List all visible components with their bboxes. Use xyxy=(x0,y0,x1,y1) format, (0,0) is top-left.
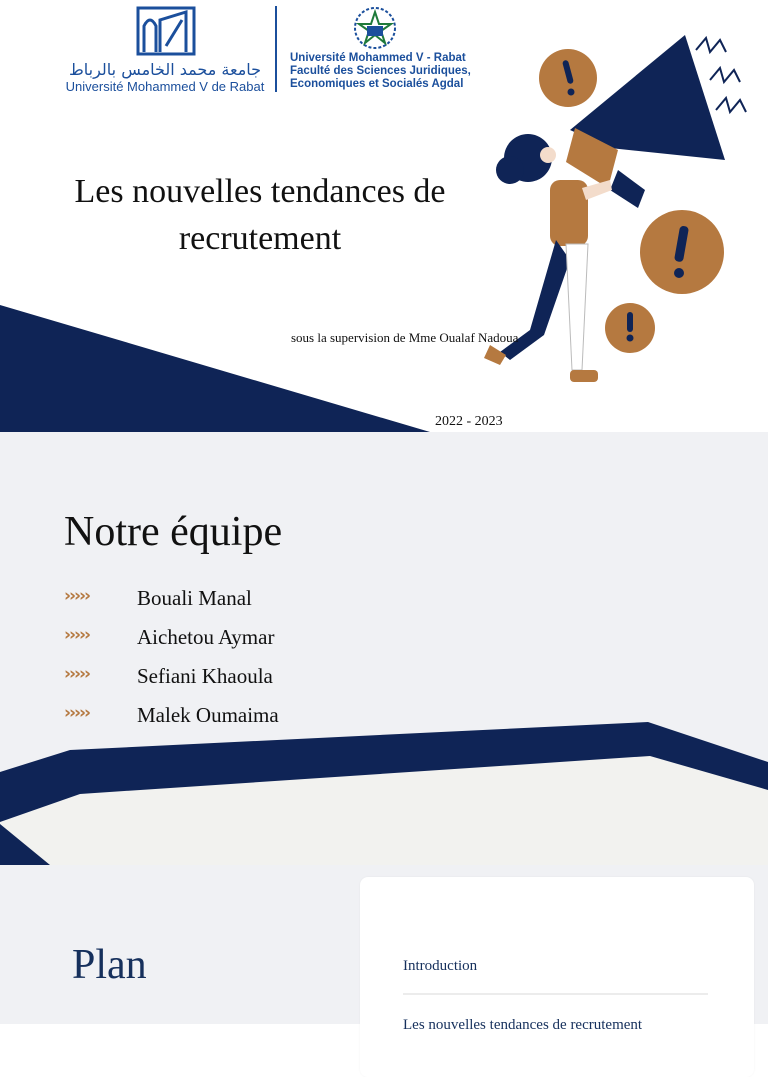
exclamation-circle-icon xyxy=(605,303,655,353)
academic-year: 2022 - 2023 xyxy=(435,414,503,429)
plan-item-introduction[interactable]: Introduction xyxy=(403,958,478,974)
megaphone-icon xyxy=(566,35,746,208)
double-chevron-icon: ››››› xyxy=(64,586,90,606)
double-chevron-icon: ››››› xyxy=(64,664,90,684)
plan-card xyxy=(360,877,754,1077)
title-line: Les nouvelles tendances de xyxy=(74,173,446,210)
presentation-title xyxy=(40,168,480,262)
exclamation-circle-icon xyxy=(539,49,597,107)
team-member-name: Bouali Manal xyxy=(137,586,252,610)
faculty-line: Université Mohammed V - Rabat xyxy=(290,52,466,64)
team-member-name: Malek Oumaima xyxy=(137,703,279,727)
supervision-text: sous la supervision de Mme Oualaf Nadoua xyxy=(291,330,519,345)
university-name-arabic: جامعة محمد الخامس بالرباط xyxy=(68,60,262,79)
logo-divider xyxy=(275,6,277,92)
plan-item-tendances[interactable]: Les nouvelles tendances de recrutement xyxy=(403,1017,643,1033)
title-line: recrutement xyxy=(178,220,342,257)
university-emblem-icon xyxy=(60,4,270,60)
university-logo-left xyxy=(60,4,270,96)
faculty-name-block xyxy=(290,52,471,91)
team-heading: Notre équipe xyxy=(64,509,283,555)
double-chevron-icon: ››››› xyxy=(64,703,90,723)
plan-divider xyxy=(403,993,708,995)
title-slide xyxy=(0,0,768,432)
faculty-line: Economiques et Socialés Agdal xyxy=(290,78,464,90)
plan-heading: Plan xyxy=(72,942,147,988)
exclamation-circle-icon xyxy=(640,210,724,294)
double-chevron-icon: ››››› xyxy=(64,625,90,645)
university-name-french: Université Mohammed V de Rabat xyxy=(65,79,265,94)
team-member-name: Aichetou Aymar xyxy=(137,625,275,649)
team-member-name: Sefiani Khaoula xyxy=(137,664,273,688)
navy-wave-shape xyxy=(0,712,768,865)
team-slide xyxy=(0,432,768,865)
plan-slide xyxy=(0,865,768,1033)
faculty-emblem-icon xyxy=(346,4,404,52)
faculty-line: Faculté des Sciences Juridiques, xyxy=(290,65,471,77)
